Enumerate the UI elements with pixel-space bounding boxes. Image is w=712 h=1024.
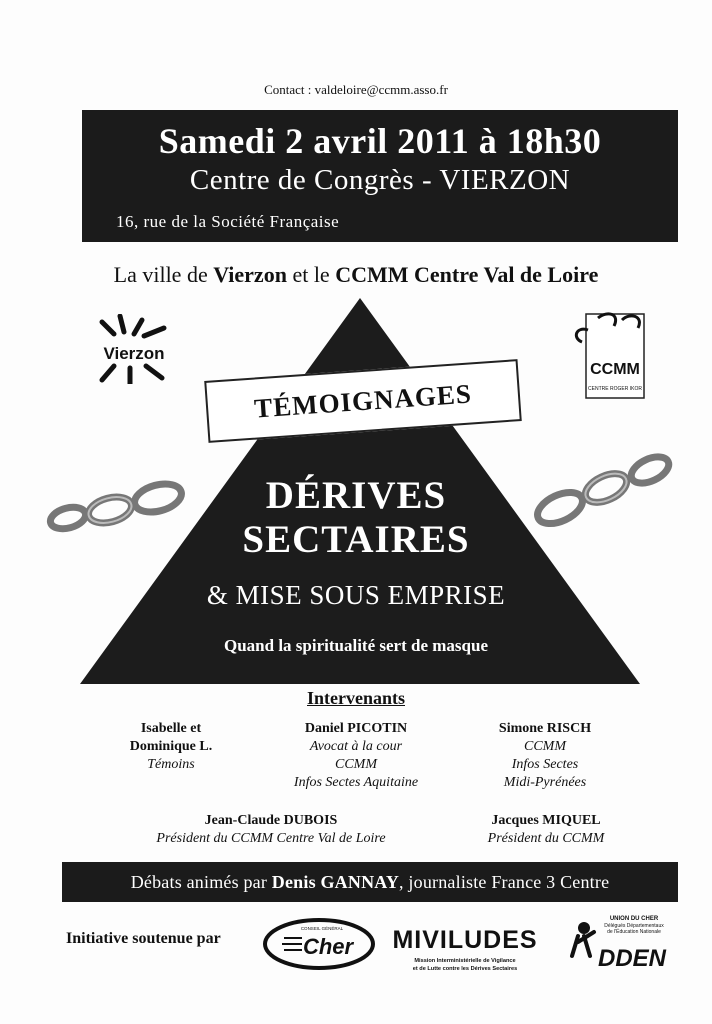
- speaker-role: Midi-Pyrénées: [503, 775, 587, 790]
- organisers-city: Vierzon: [213, 262, 287, 287]
- event-date: Samedi 2 avril 2011 à 18h30: [158, 121, 602, 161]
- miviludes-logo-icon: [390, 918, 540, 980]
- speaker-role: Président du CCMM Centre Val de Loire: [156, 831, 386, 846]
- cher-logo-small: CONSEIL GÉNÉRAL: [300, 926, 344, 931]
- organisers-org: CCMM Centre Val de Loire: [335, 262, 599, 287]
- miviludes-subtext: Mission Interministérielle de Vigilance: [414, 958, 516, 964]
- ccmm-logo-icon: [568, 308, 654, 400]
- organisers-middle: et le: [286, 262, 336, 287]
- headline-line3: & MISE SOUS EMPRISE: [206, 580, 506, 610]
- speaker-card: [460, 720, 630, 792]
- speaker-name: Jacques MIQUEL: [491, 813, 601, 828]
- organisers-line: [0, 262, 712, 288]
- miviludes-logo-text: MIVILUDES: [392, 926, 538, 954]
- dden-top-text: Délégués Départementaux: [604, 923, 664, 929]
- speaker-role: CCMM: [335, 757, 377, 772]
- speaker-name: Daniel PICOTIN: [304, 721, 408, 736]
- vierzon-logo-icon: [84, 314, 184, 384]
- speaker-card: [256, 720, 456, 792]
- speaker-role: Infos Sectes Aquitaine: [293, 775, 419, 790]
- speaker-role: Avocat à la cour: [309, 739, 403, 754]
- moderator-banner: [62, 862, 678, 902]
- speaker-name: Dominique L.: [129, 739, 213, 754]
- speaker-card: [446, 812, 646, 848]
- speaker-role: CCMM: [524, 739, 566, 754]
- cher-logo-text: Cher: [302, 934, 354, 959]
- speaker-card: [96, 812, 446, 848]
- speaker-role: Témoins: [147, 757, 195, 772]
- organisers-prefix: La ville de: [113, 262, 214, 287]
- miviludes-subtext: et de Lutte contre les Dérives Sectaires: [412, 966, 518, 972]
- speaker-name: Simone RISCH: [498, 721, 592, 736]
- speaker-name: Jean-Claude DUBOIS: [204, 813, 338, 828]
- dden-logo-text: DDEN: [597, 945, 667, 972]
- ccmm-logo-subtext: CENTRE ROGER IKOR: [588, 386, 642, 392]
- dden-top-text: de l'Éducation Nationale: [607, 929, 661, 935]
- headline-main: [0, 474, 712, 562]
- speaker-role: Infos Sectes: [511, 757, 579, 772]
- temoignages-badge: TÉMOIGNAGES: [204, 359, 522, 443]
- event-banner: [82, 110, 678, 242]
- vierzon-logo-text: Vierzon: [103, 344, 165, 363]
- event-venue: Centre de Congrès - VIERZON: [189, 164, 571, 196]
- support-label: Initiative soutenue par: [66, 930, 221, 947]
- headline-line2: SECTAIRES: [242, 518, 470, 561]
- headline-tagline: Quand la spiritualité sert de masque: [224, 636, 488, 655]
- headline-line1: DÉRIVES: [265, 474, 447, 517]
- dden-top-text: UNION DU CHER: [609, 916, 659, 922]
- moderator-prefix: Débats animés par: [130, 871, 268, 892]
- moderator-name: Denis GANNAY: [271, 871, 400, 892]
- event-address: 16, rue de la Société Française: [116, 212, 340, 231]
- speaker-card: [96, 720, 246, 774]
- contact-line: Contact : valdeloire@ccmm.asso.fr: [264, 82, 448, 97]
- speakers-title: Intervenants: [307, 688, 405, 708]
- cher-logo-icon: [262, 916, 376, 972]
- ccmm-logo-text: CCMM: [590, 361, 640, 378]
- moderator-suffix: , journaliste France 3 Centre: [399, 871, 610, 892]
- speaker-role: Président du CCMM: [487, 831, 605, 846]
- dden-logo-icon: [568, 912, 678, 976]
- speaker-name: Isabelle et: [140, 721, 202, 736]
